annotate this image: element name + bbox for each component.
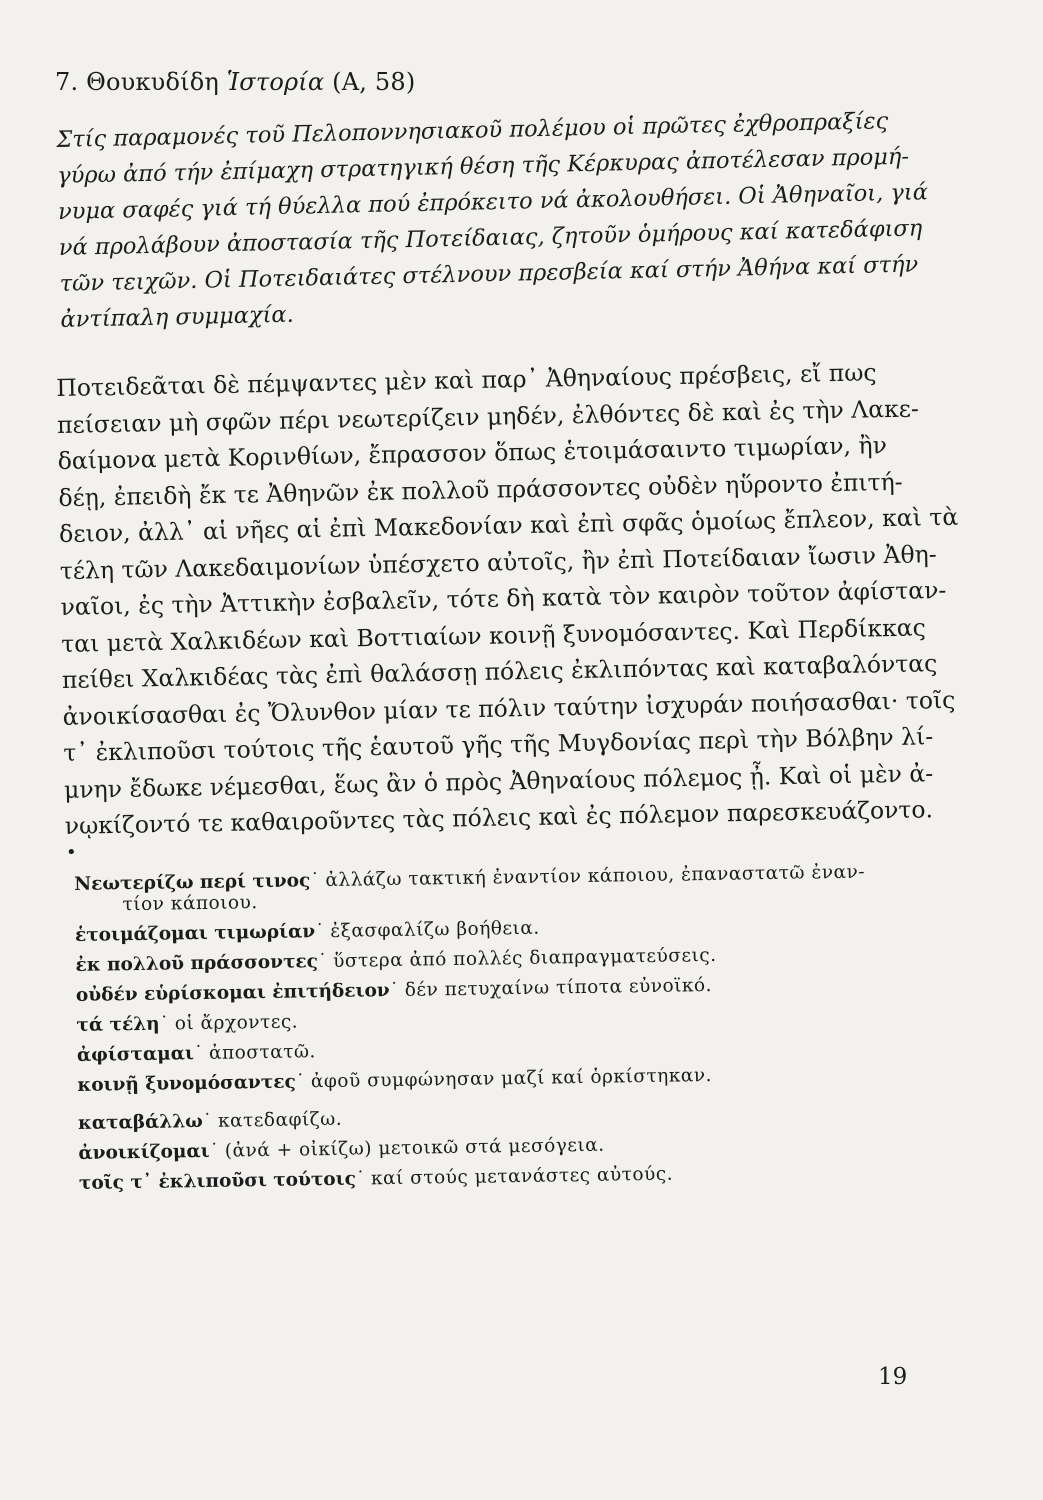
passage-line: δειον, ἀλλ᾽ αἱ νῆες αἱ ἐπὶ Μακεδονίαν καὶ ἐπὶ σφᾶς ὁμοίως ἔπλεον, καὶ τὰ: [58, 502, 959, 548]
glossary-entry: καταβάλλω˙ κατεδαφίζω.: [77, 1108, 343, 1134]
section-heading: [55, 68, 415, 96]
work-reference: (Α, 58): [332, 68, 416, 96]
passage-line: ται μετὰ Χαλκιδέων καὶ Βοττιαίων κοινῇ ξυνομόσαντες. Καὶ Περδίκκας: [60, 612, 927, 658]
work-title: Ἱστορία: [226, 68, 325, 96]
page-number: 19: [878, 1364, 908, 1390]
intro-line: τῶν τειχῶν. Οἱ Ποτειδαιάτες στέλνουν πρεσβεία καί στήν Ἀθήνα καί στήν: [59, 251, 919, 297]
glossary-definition: δέν πετυχαίνω τίποτα εὐνοϊκό.: [404, 974, 713, 1001]
glossary-entry: Νεωτερίζω περί τινος˙ ἀλλάζω τακτική ἐναντίον κάποιου, ἐπαναστατῶ ἐναν-: [74, 861, 866, 895]
glossary-entry: κοινῇ ξυνομόσαντες˙ ἀφοῦ συμφώνησαν μαζί καί ὁρκίστηκαν.: [77, 1065, 713, 1096]
intro-line: Στίς παραμονές τοῦ Πελοποννησιακοῦ πολέμου οἱ πρῶτες ἐχθροπραξίες: [56, 108, 889, 153]
passage-line: μνην ἔδωκε νέμεσθαι, ἕως ἂν ὁ πρὸς Ἀθηναίους πόλεμος ᾖ. Καὶ οἱ μὲν ἀ-: [63, 758, 934, 804]
passage-line: πείθει Χαλκιδέας τὰς ἐπὶ θαλάσσῃ πόλεις ἐκλιπόντας καὶ καταβαλόντας: [61, 649, 938, 694]
glossary-term: Νεωτερίζω περί τινος: [74, 870, 311, 895]
glossary-entry: ἀνοικίζομαι˙ (ἀνά + οἰκίζω) μετοικῶ στά μεσόγεια.: [78, 1134, 605, 1164]
glossary-term: ἀφίσταμαι: [76, 1043, 195, 1066]
passage-line: πείσειαν μὴ σφῶν πέρι νεωτερίζειν μηδέν, ἐλθόντες δὲ καὶ ἐς τὴν Λακε-: [56, 393, 920, 439]
glossary-term: καταβάλλω: [77, 1111, 204, 1134]
glossary-definition: ἐξασφαλίζω βοήθεια.: [330, 917, 540, 942]
glossary-term: τοῖς τ᾽ ἐκλιποῦσι τούτοις: [78, 1168, 357, 1194]
glossary-entry: ἐκ πολλοῦ πράσσοντες˙ ὕστερα ἀπό πολλές διαπραγματεύσεις.: [75, 944, 717, 976]
passage-line: δέῃ, ἐπειδὴ ἔκ τε Ἀθηνῶν ἐκ πολλοῦ πράσσοντες οὐδὲν ηὕροντο ἐπιτή-: [58, 467, 903, 512]
glossary-definition: ἀφοῦ συμφώνησαν μαζί καί ὁρκίστηκαν.: [310, 1065, 713, 1093]
intro-line: νά προλάβουν ἀποστασία τῆς Ποτείδαιας, ζητοῦν ὁμήρους καί κατεδάφιση: [58, 215, 923, 261]
glossary-definition-continuation: τίον κάποιου.: [122, 892, 258, 916]
passage-line: νῳκίζοντό τε καθαιροῦντες τὰς πόλεις καὶ ἐς πόλεμον παρεσκευάζοντο.: [64, 795, 934, 840]
passage-line: ἀνοικίσασθαι ἐς Ὄλυνθον μίαν τε πόλιν ταύτην ἰσχυράν ποιήσασθαι· τοῖς: [62, 685, 956, 731]
glossary-definition: οἱ ἄρχοντες.: [174, 1011, 299, 1035]
glossary-entry: τοῖς τ᾽ ἐκλιποῦσι τούτοις˙ καί στούς μετανάστες αὐτούς.: [78, 1163, 674, 1194]
glossary-term: ἑτοιμάζομαι τιμωρίαν: [74, 921, 316, 946]
glossary-definition: ὕστερα ἀπό πολλές διαπραγματεύσεις.: [332, 944, 717, 972]
glossary-entry: τά τέλη˙ οἱ ἄρχοντες.: [76, 1011, 299, 1036]
glossary-definition: ἀλλάζω τακτική ἐναντίον κάποιου, ἐπαναστατῶ ἐναν-: [325, 861, 866, 892]
passage-line: ναῖοι, ἐς τὴν Ἀττικὴν ἐσβαλεῖν, τότε δὴ κατὰ τὸν καιρὸν τοῦτον ἀφίσταν-: [60, 575, 947, 621]
passage-line: τέλη τῶν Λακεδαιμονίων ὑπέσχετο αὐτοῖς, ἢν ἐπὶ Ποτείδαιαν ἴωσιν Ἀθη-: [59, 539, 937, 585]
ancient-greek-passage: [56, 353, 959, 844]
intro-line: νυμα σαφές γιά τή θύελλα πού ἐπρόκειτο νά ἀκολουθήσει. Οἱ Ἀθηναῖοι, γιά: [57, 179, 929, 225]
glossary-definition: ἀποστατῶ.: [208, 1041, 317, 1064]
intro-line: γύρω ἀπό τήν ἐπίμαχη στρατηγική θέση τῆς Κέρκυρας ἀποτέλεσαν προμή-: [56, 143, 910, 189]
glossary-term: τά τέλη: [76, 1013, 160, 1036]
glossary-term: οὐδέν εὑρίσκομαι ἐπιτήδειον: [75, 980, 390, 1006]
glossary-term: κοινῇ ξυνομόσαντες: [77, 1071, 296, 1096]
glossary-entry: ἑτοιμάζομαι τιμωρίαν˙ ἐξασφαλίζω βοήθεια.: [74, 917, 540, 946]
author-name: Θουκυδίδη: [86, 68, 219, 96]
glossary-entry: ἀφίσταμαι˙ ἀποστατῶ.: [76, 1041, 317, 1066]
glossary-definition: κατεδαφίζω.: [217, 1108, 343, 1132]
glossary-term: ἀνοικίζομαι: [78, 1140, 210, 1164]
glossary-definition: (ἀνά + οἰκίζω) μετοικῶ στά μεσόγεια.: [224, 1134, 605, 1162]
glossary-definition: καί στούς μετανάστες αὐτούς.: [370, 1163, 674, 1190]
passage-line: δαίμονα μετὰ Κορινθίων, ἔπρασσον ὅπως ἑτοιμάσαιντο τιμωρίαν, ἢν: [57, 431, 888, 475]
passage-line: τ᾽ ἐκλιποῦσι τούτοις τῆς ἑαυτοῦ γῆς τῆς Μυγδονίας περὶ τὴν Βόλβην λί-: [63, 722, 934, 767]
section-number: 7.: [55, 68, 79, 96]
intro-line: ἀντίπαλη συμμαχία.: [60, 301, 295, 333]
glossary-entry: οὐδέν εὑρίσκομαι ἐπιτήδειον˙ δέν πετυχαίνω τίποτα εὐνοϊκό.: [75, 974, 713, 1006]
glossary-term: ἐκ πολλοῦ πράσσοντες: [75, 951, 319, 976]
passage-line: Ποτειδεᾶται δὲ πέμψαντες μὲν καὶ παρ᾽ Ἀθηναίους πρέσβεις, εἴ πως: [56, 358, 877, 402]
intro-paragraph: [56, 103, 929, 338]
bullet-mark: •: [66, 842, 77, 863]
glossary: [74, 857, 919, 1199]
